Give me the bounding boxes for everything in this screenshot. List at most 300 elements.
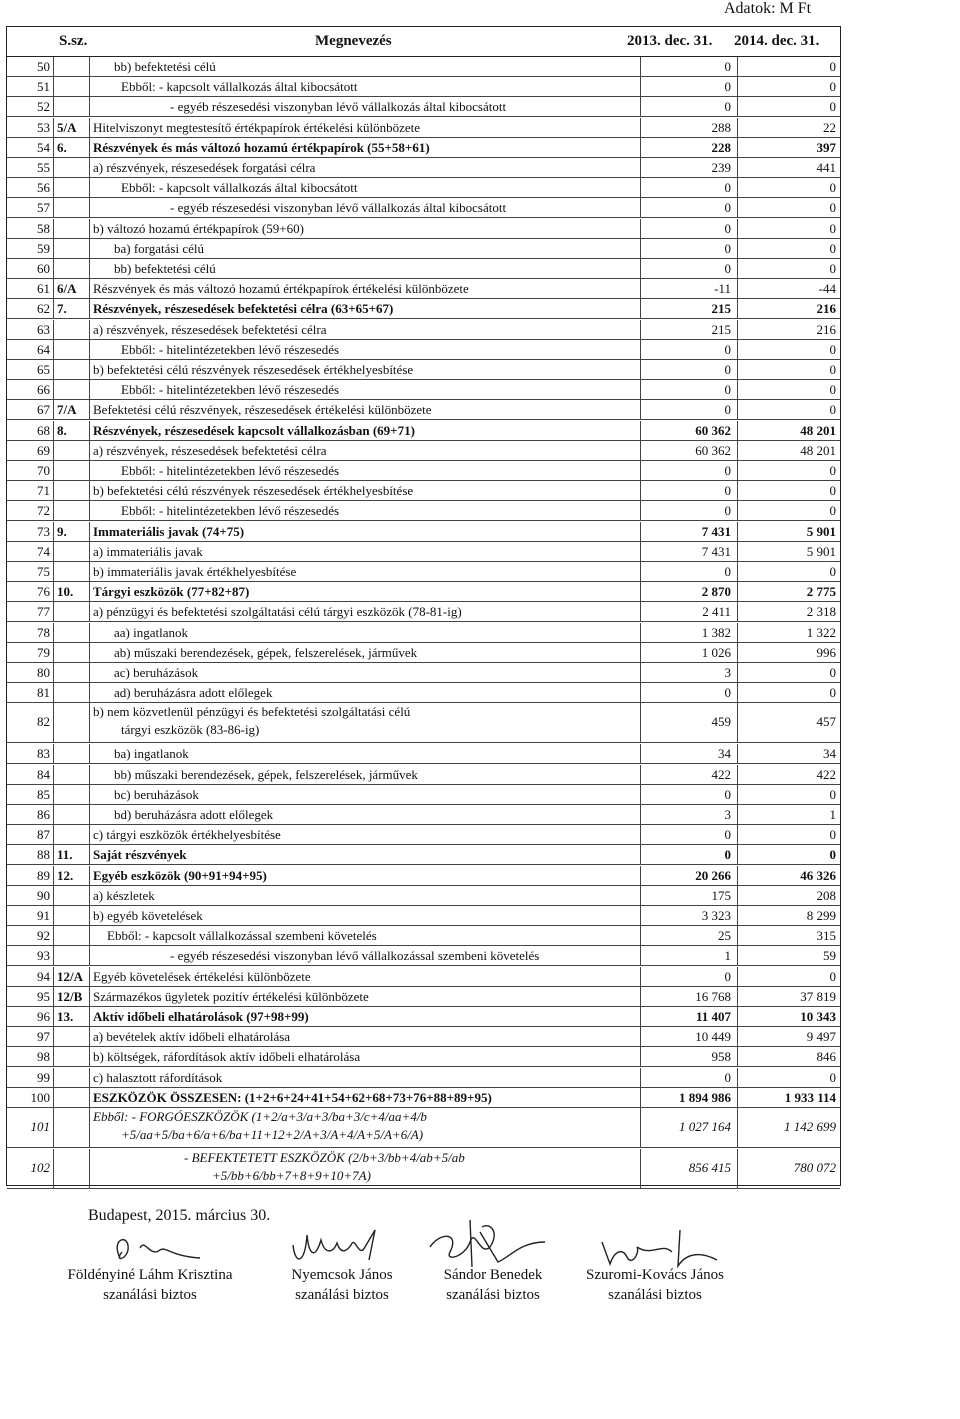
value-2013: [641, 1108, 738, 1148]
row-number-text: 69: [37, 442, 50, 458]
row-name-text: Ebből: - FORGÓESZKÖZÖK (1+2/a+3/a+3/ba+3/c+4/aa+4/b: [93, 1109, 427, 1124]
value-2014-text: 0: [829, 362, 836, 377]
row-name-text: Aktív időbeli elhatárolások (97+98+99): [93, 1009, 309, 1024]
row-name: [90, 703, 641, 743]
table-row: [7, 1007, 840, 1027]
value-2013: [641, 138, 738, 158]
row-name-text: ESZKÖZÖK ÖSSZESEN: (1+2+6+24+41+54+62+68+73+76+88+89+95): [93, 1089, 492, 1105]
row-number-text: 58: [37, 220, 50, 236]
value-2013: [641, 1047, 738, 1067]
value-2014-text: 0: [829, 382, 836, 398]
table-row: [7, 967, 840, 987]
value-2013-text: 0: [724, 261, 731, 276]
row-number: [7, 360, 54, 380]
value-2013-text: 2 411: [702, 604, 731, 620]
value-2014: [738, 643, 840, 663]
value-2014: [738, 501, 840, 521]
row-number-text: 62: [37, 301, 50, 317]
row-name-text: b) immateriális javak értékhelyesbítése: [93, 564, 297, 579]
row-number: [7, 805, 54, 825]
row-name-text: Ebből: - kapcsolt vállalkozással szembeni követelés: [107, 928, 377, 944]
row-name-text: Egyéb követelések értékelési különbözete: [93, 968, 311, 984]
unit-label: Adatok: M Ft: [724, 0, 812, 17]
value-2013-text: 0: [724, 59, 731, 74]
value-2014-text: 10 343: [800, 1009, 836, 1024]
row-code: [54, 380, 90, 400]
row-number: [7, 663, 54, 683]
row-name-text: - egyéb részesedési viszonyban lévő vállalkozás által kibocsátott: [170, 200, 507, 216]
row-code: [54, 825, 90, 845]
value-2013: [641, 1149, 738, 1189]
row-name: [90, 623, 641, 643]
row-number: [7, 481, 54, 501]
value-2014: [738, 1047, 840, 1067]
value-2013: [641, 259, 738, 279]
value-2013: [641, 805, 738, 825]
row-number: [7, 744, 54, 764]
value-2014-text: 0: [829, 220, 836, 236]
value-2013-text: 2 870: [701, 584, 731, 600]
row-name-text: Egyéb eszközök (90+91+94+95): [93, 867, 267, 883]
row-number-text: 51: [37, 79, 50, 95]
value-2014: [738, 1007, 840, 1027]
value-2014-text: 996: [816, 644, 836, 660]
value-2014-text: 1 933 114: [784, 1089, 836, 1105]
value-2014: [738, 77, 840, 97]
value-2013: [641, 279, 738, 299]
value-2014-text: 46 326: [800, 867, 836, 883]
row-number-text: 61: [37, 281, 50, 297]
value-2014: [738, 299, 840, 319]
row-code: [54, 1027, 90, 1047]
row-name-text: b) változó hozamú értékpapírok (59+60): [93, 220, 304, 236]
row-number-text: 50: [37, 59, 50, 74]
row-number: [7, 178, 54, 198]
row-name: [90, 542, 641, 562]
row-name-text: Ebből: - hitelintézetekben lévő részesedés: [121, 503, 340, 519]
row-code: [54, 1088, 90, 1108]
row-name-text: Ebből: - kapcsolt vállalkozás által kibocsátott: [121, 180, 358, 196]
signer-role: szanálási biztos: [608, 1287, 702, 1303]
table-row: [7, 501, 840, 521]
value-2014: [738, 1027, 840, 1047]
row-name-text: bd) beruházásra adott előlegek: [114, 807, 274, 822]
row-number: [7, 967, 54, 987]
table-row: [7, 239, 840, 259]
row-number-text: 66: [37, 382, 50, 398]
value-2014-text: 422: [816, 766, 836, 782]
row-number-text: 90: [37, 887, 50, 903]
header-num: S.sz.: [59, 33, 88, 49]
table-row: [7, 360, 840, 380]
row-code: [54, 259, 90, 279]
value-2013: [641, 97, 738, 117]
value-2014-text: 5 901: [806, 523, 836, 539]
row-code: [54, 542, 90, 562]
value-2014-text: 0: [829, 685, 836, 701]
row-number-text: 71: [37, 483, 50, 499]
row-number-text: 96: [37, 1009, 50, 1024]
row-name-text: Ebből: - kapcsolt vállalkozás által kibocsátott: [121, 79, 358, 95]
row-name-text: a) pénzügyi és befektetési szolgáltatási célú tárgyi eszközök (78-81-ig): [93, 604, 462, 620]
row-code: [54, 461, 90, 481]
signature-3: [420, 1212, 550, 1272]
value-2014-text: 0: [829, 200, 836, 216]
value-2013: [641, 866, 738, 886]
row-name-text: Immateriális javak (74+75): [93, 523, 245, 539]
value-2014: [738, 765, 840, 785]
row-name-text: Részvények, részesedések kapcsolt vállalkozásban (69+71): [93, 422, 415, 438]
row-number: [7, 198, 54, 218]
row-number-text: 73: [37, 523, 50, 539]
row-name: [90, 299, 641, 319]
row-number: [7, 765, 54, 785]
value-2014-text: 34: [823, 746, 836, 762]
row-name: [90, 967, 641, 987]
row-name-text: b) befektetési célú részvények részesedések értékhelyesbítése: [93, 483, 414, 499]
row-name: [90, 1088, 641, 1108]
row-code: [54, 1047, 90, 1067]
row-number: [7, 562, 54, 582]
signature-2: [285, 1225, 395, 1270]
table-row: [7, 138, 840, 158]
signer-name: Szuromi-Kovács János: [586, 1267, 724, 1283]
signer-name: Sándor Benedek: [443, 1267, 543, 1283]
value-2014-text: 0: [829, 847, 836, 863]
row-name: [90, 1047, 641, 1067]
row-number-text: 72: [37, 503, 50, 519]
table-row: [7, 481, 840, 501]
table-row: [7, 421, 840, 441]
value-2013-text: 25: [718, 928, 731, 944]
table-row: [7, 1108, 840, 1148]
row-code: [54, 97, 90, 117]
value-2014-text: 2 775: [806, 584, 836, 600]
row-number: [7, 866, 54, 886]
value-2014-text: 0: [829, 786, 836, 802]
value-2014-text: 315: [816, 928, 836, 944]
value-2014-text: 457: [816, 714, 836, 730]
row-name-text: c) tárgyi eszközök értékhelyesbítése: [93, 827, 281, 843]
value-2013: [641, 77, 738, 97]
value-2014-text: 0: [829, 503, 836, 519]
row-name-continued: tárgyi eszközök (83-86-ig): [121, 722, 260, 738]
row-code: [54, 1149, 90, 1189]
value-2013: [641, 542, 738, 562]
value-2013: [641, 441, 738, 461]
row-name-text: aa) ingatlanok: [114, 624, 188, 640]
value-2014: [738, 967, 840, 987]
row-name: [90, 845, 641, 865]
row-number-text: 99: [37, 1069, 50, 1085]
value-2014: [738, 825, 840, 845]
row-code: [54, 138, 90, 158]
table-row: [7, 400, 840, 420]
value-2013: [641, 926, 738, 946]
row-number: [7, 118, 54, 138]
row-name: [90, 602, 641, 622]
value-2014-text: 0: [829, 59, 836, 74]
row-name: [90, 158, 641, 178]
row-number-text: 102: [30, 1160, 50, 1175]
value-2013: [641, 946, 738, 966]
row-number: [7, 421, 54, 441]
row-name: [90, 1027, 641, 1047]
row-code-text: 5/A: [57, 119, 77, 135]
row-number-text: 98: [37, 1049, 50, 1065]
table-row: [7, 906, 840, 926]
row-name: [90, 178, 641, 198]
row-name: [90, 118, 641, 138]
row-name: [90, 138, 641, 158]
table-row: [7, 1088, 840, 1108]
table-row: [7, 845, 840, 865]
header-col-2014: 2014. dec. 31.: [734, 33, 820, 49]
row-number: [7, 441, 54, 461]
value-2013: [641, 643, 738, 663]
signer-role: szanálási biztos: [446, 1287, 540, 1303]
table-row: [7, 118, 840, 138]
row-number: [7, 785, 54, 805]
row-name-text: ba) ingatlanok: [114, 746, 189, 762]
value-2014: [738, 946, 840, 966]
value-2014: [738, 582, 840, 602]
value-2013: [641, 623, 738, 643]
table-row: [7, 380, 840, 400]
value-2013-text: 422: [711, 766, 731, 782]
row-code: [54, 360, 90, 380]
row-number: [7, 683, 54, 703]
row-name: [90, 97, 641, 117]
value-2013-text: 0: [724, 483, 731, 499]
table-row: [7, 602, 840, 622]
row-number: [7, 1088, 54, 1108]
value-2014: [738, 360, 840, 380]
row-code: [54, 683, 90, 703]
row-code-text: 7.: [57, 301, 67, 317]
table-row: [7, 765, 840, 785]
row-name-text: ac) beruházások: [114, 665, 199, 680]
value-2014: [738, 481, 840, 501]
value-2014-text: 8 299: [806, 908, 836, 923]
row-code: [54, 744, 90, 764]
row-code: [54, 703, 90, 743]
row-code: [54, 522, 90, 542]
row-number: [7, 987, 54, 1007]
signer-name: Földényiné Láhm Krisztina: [67, 1267, 233, 1283]
value-2014-text: 48 201: [800, 442, 836, 458]
value-2014-text: 208: [816, 887, 836, 903]
value-2013-text: 10 449: [695, 1029, 731, 1045]
value-2014: [738, 219, 840, 239]
row-number: [7, 623, 54, 643]
value-2013: [641, 421, 738, 441]
value-2014: [738, 805, 840, 825]
row-code: [54, 1068, 90, 1088]
row-number-text: 55: [37, 160, 50, 175]
value-2013: [641, 602, 738, 622]
value-2014-text: 397: [816, 139, 836, 155]
value-2013: [641, 239, 738, 259]
row-name: [90, 562, 641, 582]
value-2013: [641, 118, 738, 138]
value-2013-text: -11: [714, 281, 731, 297]
row-name-text: ab) műszaki berendezések, gépek, felszerelések, járművek: [114, 644, 418, 660]
row-number: [7, 380, 54, 400]
row-number: [7, 279, 54, 299]
row-number-text: 59: [37, 240, 50, 256]
row-name: [90, 421, 641, 441]
table-header: [7, 27, 840, 57]
row-name: [90, 1149, 641, 1189]
row-number-text: 60: [37, 261, 50, 276]
row-name: [90, 219, 641, 239]
header-name: Megnevezés: [315, 33, 392, 49]
row-number: [7, 219, 54, 239]
table-row: [7, 279, 840, 299]
value-2013-text: 7 431: [701, 523, 731, 539]
row-name: [90, 522, 641, 542]
value-2014-text: 216: [816, 301, 836, 317]
row-number: [7, 57, 54, 77]
row-name: [90, 340, 641, 360]
value-2013: [641, 340, 738, 360]
table-row: [7, 683, 840, 703]
value-2014-text: 9 497: [806, 1029, 836, 1045]
row-name-text: Részvények és más változó hozamú értékpapírok (55+58+61): [93, 139, 430, 155]
table-row: [7, 562, 840, 582]
row-number-text: 70: [37, 463, 50, 478]
row-number-text: 92: [37, 928, 50, 944]
row-number-text: 86: [37, 807, 50, 822]
value-2013: [641, 461, 738, 481]
value-2013-text: 0: [724, 220, 731, 236]
row-number-text: 53: [37, 119, 50, 135]
row-number: [7, 400, 54, 420]
value-2013-text: 1 026: [701, 644, 731, 660]
row-name: [90, 461, 641, 481]
value-2014: [738, 683, 840, 703]
row-name-text: b) nem közvetlenül pénzügyi és befektetési szolgáltatási célú: [93, 704, 411, 720]
row-code-text: 6/A: [57, 281, 77, 297]
row-code: [54, 441, 90, 461]
row-number: [7, 1149, 54, 1189]
row-number: [7, 522, 54, 542]
value-2014: [738, 421, 840, 441]
value-2014-text: 5 901: [806, 543, 836, 559]
row-number: [7, 158, 54, 178]
row-name-text: a) készletek: [93, 887, 155, 903]
row-code: [54, 1007, 90, 1027]
value-2013-text: 3: [724, 665, 731, 680]
row-number: [7, 259, 54, 279]
value-2013: [641, 481, 738, 501]
row-number: [7, 1108, 54, 1148]
value-2013: [641, 562, 738, 582]
value-2014-text: 0: [829, 968, 836, 984]
row-number: [7, 239, 54, 259]
row-code: [54, 219, 90, 239]
table-row: [7, 886, 840, 906]
row-name: [90, 683, 641, 703]
row-number-text: 93: [37, 948, 50, 964]
row-code-text: 10.: [57, 584, 74, 600]
value-2013-text: 0: [724, 503, 731, 519]
row-name: [90, 765, 641, 785]
value-2014: [738, 198, 840, 218]
row-name-text: b) egyéb követelések: [93, 908, 203, 923]
signer-name: Nyemcsok János: [291, 1267, 393, 1283]
table-row: [7, 178, 840, 198]
row-number-text: 78: [37, 624, 50, 640]
row-code: [54, 320, 90, 340]
value-2014: [738, 239, 840, 259]
value-2013: [641, 967, 738, 987]
value-2013: [641, 299, 738, 319]
value-2013: [641, 178, 738, 198]
table-row: [7, 926, 840, 946]
value-2013-text: 856 415: [688, 1160, 731, 1175]
row-code: [54, 178, 90, 198]
value-2013-text: 0: [724, 1069, 731, 1085]
row-code-text: 11.: [57, 847, 73, 863]
row-number: [7, 1007, 54, 1027]
value-2014: [738, 845, 840, 865]
value-2013: [641, 158, 738, 178]
value-2014: [738, 279, 840, 299]
row-number-text: 94: [37, 968, 50, 984]
table-row: [7, 866, 840, 886]
table-row: [7, 97, 840, 117]
table-row: [7, 825, 840, 845]
row-name: [90, 805, 641, 825]
row-name-text: Részvények és más változó hozamú értékpapírok értékelési különbözete: [93, 281, 469, 297]
value-2013: [641, 360, 738, 380]
value-2013-text: 0: [724, 382, 731, 398]
signature-4: [592, 1222, 722, 1270]
value-2013-text: 0: [724, 362, 731, 377]
row-number-text: 88: [37, 847, 50, 863]
value-2014: [738, 785, 840, 805]
row-name-text: ba) forgatási célú: [114, 240, 204, 256]
value-2014-text: 1: [829, 807, 836, 822]
table-row: [7, 57, 840, 77]
row-number-text: 64: [37, 341, 50, 357]
value-2014: [738, 703, 840, 743]
row-number-text: 85: [37, 786, 50, 802]
row-code: [54, 623, 90, 643]
row-number-text: 101: [30, 1119, 50, 1134]
value-2014: [738, 1068, 840, 1088]
value-2013: [641, 380, 738, 400]
value-2014: [738, 744, 840, 764]
row-code: [54, 562, 90, 582]
value-2013: [641, 663, 738, 683]
row-name-text: - egyéb részesedési viszonyban lévő vállalkozással szembeni követelés: [170, 948, 540, 964]
row-name: [90, 380, 641, 400]
value-2014-text: 0: [829, 1069, 836, 1085]
value-2013-text: 215: [711, 301, 731, 317]
value-2013: [641, 987, 738, 1007]
table-row: [7, 1068, 840, 1088]
row-name: [90, 1068, 641, 1088]
row-name-continued: +5/bb+6/bb+7+8+9+10+7A): [212, 1168, 371, 1183]
row-name: [90, 946, 641, 966]
signer-role: szanálási biztos: [295, 1287, 389, 1303]
row-number: [7, 340, 54, 360]
row-number-text: 79: [37, 644, 50, 660]
value-2014-text: 0: [829, 665, 836, 680]
